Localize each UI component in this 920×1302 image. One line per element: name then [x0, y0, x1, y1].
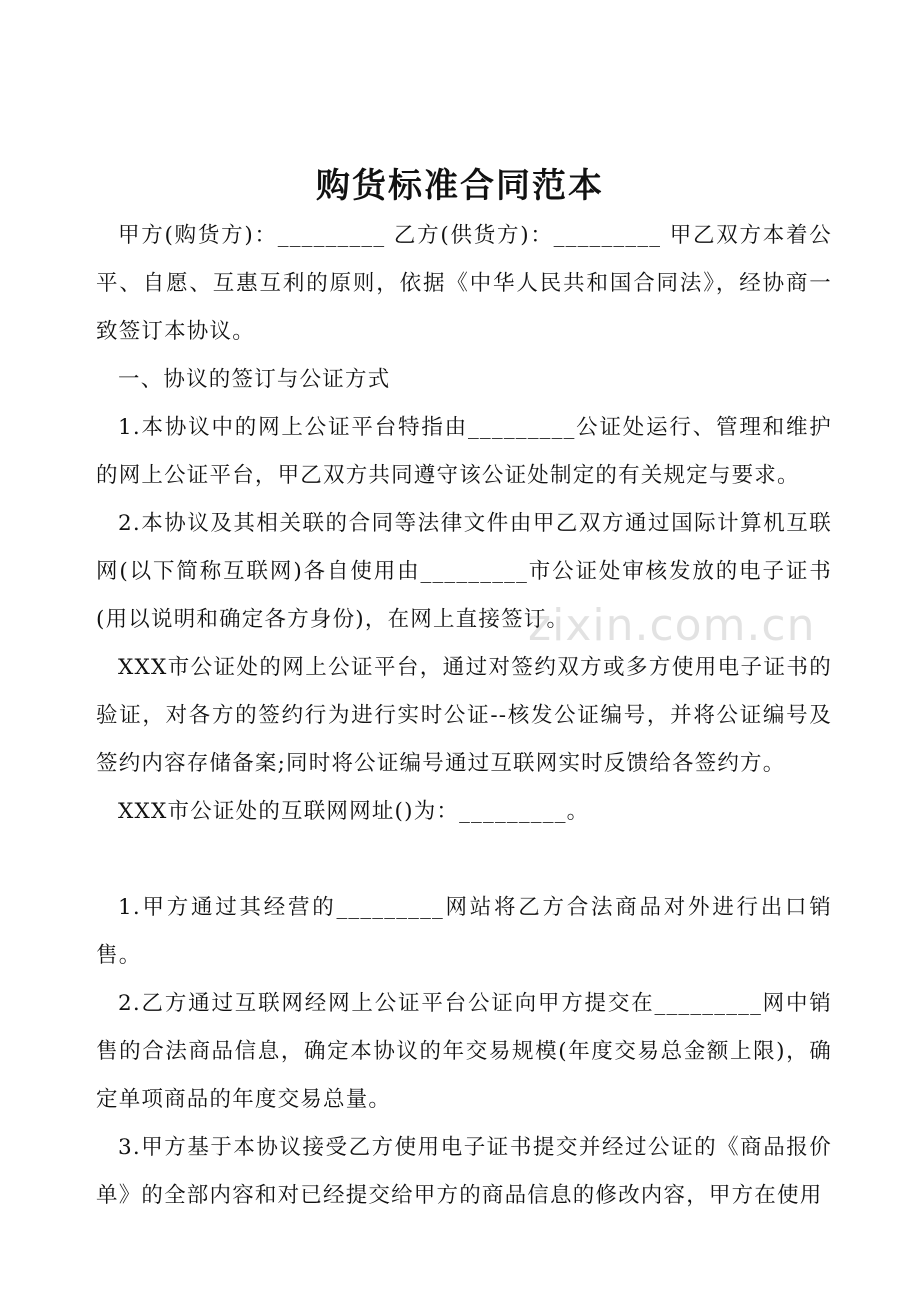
paragraph-sales-2: 2.乙方通过互联网经网上公证平台公证向甲方提交在_________网中销售的合法商品信息，确定本协议的年交易规模(年度交易总金额上限)，确定单项商品的年度交易总量。 — [96, 991, 832, 1112]
paragraph-clause-1: 1.本协议中的网上公证平台特指由_________公证处运行、管理和维护的网上公证平台，甲乙双方共同遵守该公证处制定的有关规定与要求。 — [96, 415, 832, 488]
watermark: zixin.com.cn — [528, 600, 816, 651]
paragraph-notary-platform: XXX市公证处的网上公证平台，通过对签约双方或多方使用电子证书的验证，对各方的签约行为进行实时公证--核发公证编号，并将公证编号及签约内容存储备案;同时将公证编号通过互联网实时反馈给各签约方。 — [96, 655, 832, 776]
section-gap — [96, 836, 832, 884]
document-body — [96, 212, 832, 1220]
section-heading-signing: 一、协议的签订与公证方式 — [118, 367, 391, 392]
paragraph-sales-1: 1.甲方通过其经营的_________网站将乙方合法商品对外进行出口销售。 — [96, 895, 832, 968]
paragraph-notary-website: XXX市公证处的互联网网址()为：_________。 — [118, 799, 590, 824]
paragraph-parties: 甲方(购货方)：_________ 乙方(供货方)：_________ 甲乙双方本着公平、自愿、互惠互利的原则，依据《中华人民共和国合同法》，经协商一致签订本协议。 — [96, 223, 832, 344]
document-title: 购货标准合同范本 — [316, 166, 604, 206]
paragraph-clause-2: 2.本协议及其相关联的合同等法律文件由甲乙双方通过国际计算机互联网(以下简称互联网)各自使用由_________市公证处审核发放的电子证书(用以说明和确定各方身份)，在网上直接签订。 — [96, 511, 832, 632]
paragraph-sales-3: 3.甲方基于本协议接受乙方使用电子证书提交并经过公证的《商品报价单》的全部内容和对已经提交给甲方的商品信息的修改内容，甲方在使用 — [96, 1135, 832, 1208]
